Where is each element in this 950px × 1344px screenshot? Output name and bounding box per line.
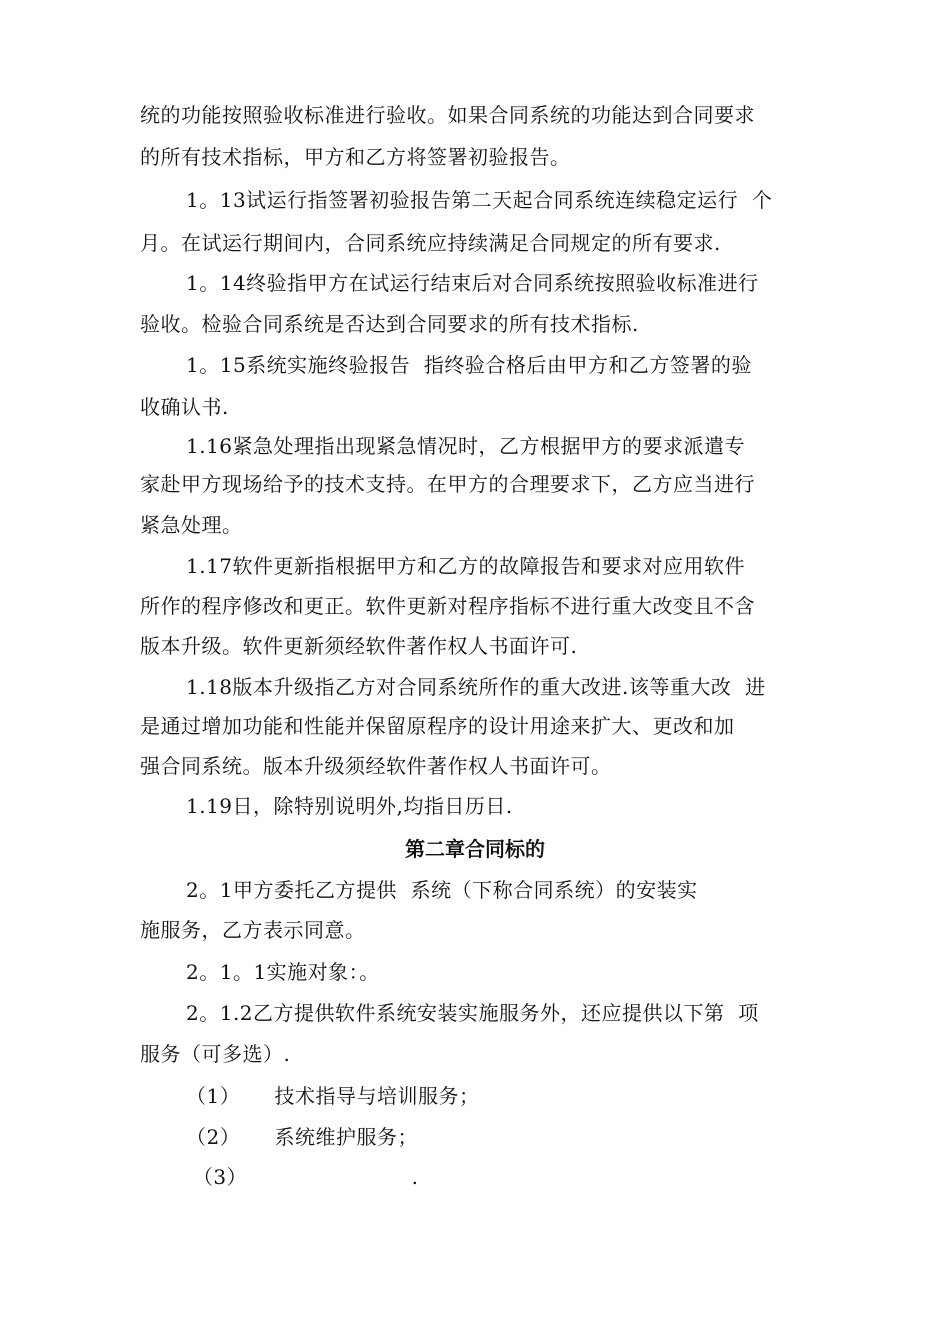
clause-2-1-1: 2。1。1实施对象：。 xyxy=(186,960,380,984)
clause-1-15: 1。15系统实施终验报告 指终验合格后由甲方和乙方签署的验 xyxy=(186,353,752,377)
body-line: 验收。检验合同系统是否达到合同要求的所有技术指标. xyxy=(140,312,639,336)
clause-1-18: 1.18版本升级指乙方对合同系统所作的重大改进.该等重大改 进 xyxy=(186,675,766,699)
body-line: 服务（可多选）. xyxy=(140,1042,291,1066)
clause-1-19: 1.19日，除特别说明外,均指日历日. xyxy=(186,794,513,818)
body-line: 月。在试运行期间内，合同系统应持续满足合同规定的所有要求. xyxy=(140,231,721,255)
clause-1-14: 1。14终验指甲方在试运行结束后对合同系统按照验收标准进行 xyxy=(186,271,759,295)
body-line: 是通过增加功能和性能并保留原程序的设计用途来扩大、更改和加 xyxy=(140,714,735,738)
body-line: 紧急处理。 xyxy=(140,513,243,537)
body-line: 家赴甲方现场给予的技术支持。在甲方的合理要求下，乙方应当进行 xyxy=(140,472,755,496)
clause-2-1: 2。1甲方委托乙方提供 系统（下称合同系统）的安装实 xyxy=(186,878,698,902)
clause-1-16: 1.16紧急处理指出现紧急情况时，乙方根据甲方的要求派遣专 xyxy=(186,434,746,458)
body-line: 版本升级。软件更新须经软件著作权人书面许可. xyxy=(140,634,578,658)
body-line: 收确认书. xyxy=(140,395,229,419)
clause-1-13: 1。13试运行指签署初验报告第二天起合同系统连续稳定运行 个 xyxy=(186,188,773,212)
body-line: 统的功能按照验收标准进行验收。如果合同系统的功能达到合同要求 xyxy=(140,103,755,127)
list-item-2: （2） 系统维护服务； xyxy=(186,1125,419,1149)
list-item-1: （1） 技术指导与培训服务； xyxy=(186,1084,480,1108)
body-line: 施服务，乙方表示同意。 xyxy=(140,918,366,942)
body-line: 的所有技术指标，甲方和乙方将签署初验报告。 xyxy=(140,145,571,169)
list-item-3: （3） . xyxy=(186,1165,419,1189)
body-line: 所作的程序修改和更正。软件更新对程序指标不进行重大改变且不含 xyxy=(140,594,755,618)
body-line: 强合同系统。版本升级须经软件著作权人书面许可。 xyxy=(140,754,612,778)
clause-1-17: 1.17软件更新指根据甲方和乙方的故障报告和要求对应用软件 xyxy=(186,554,746,578)
clause-2-1-2: 2。1.2乙方提供软件系统安装实施服务外，还应提供以下第 项 xyxy=(186,1001,759,1025)
chapter-heading: 第二章合同标的 xyxy=(405,837,545,861)
